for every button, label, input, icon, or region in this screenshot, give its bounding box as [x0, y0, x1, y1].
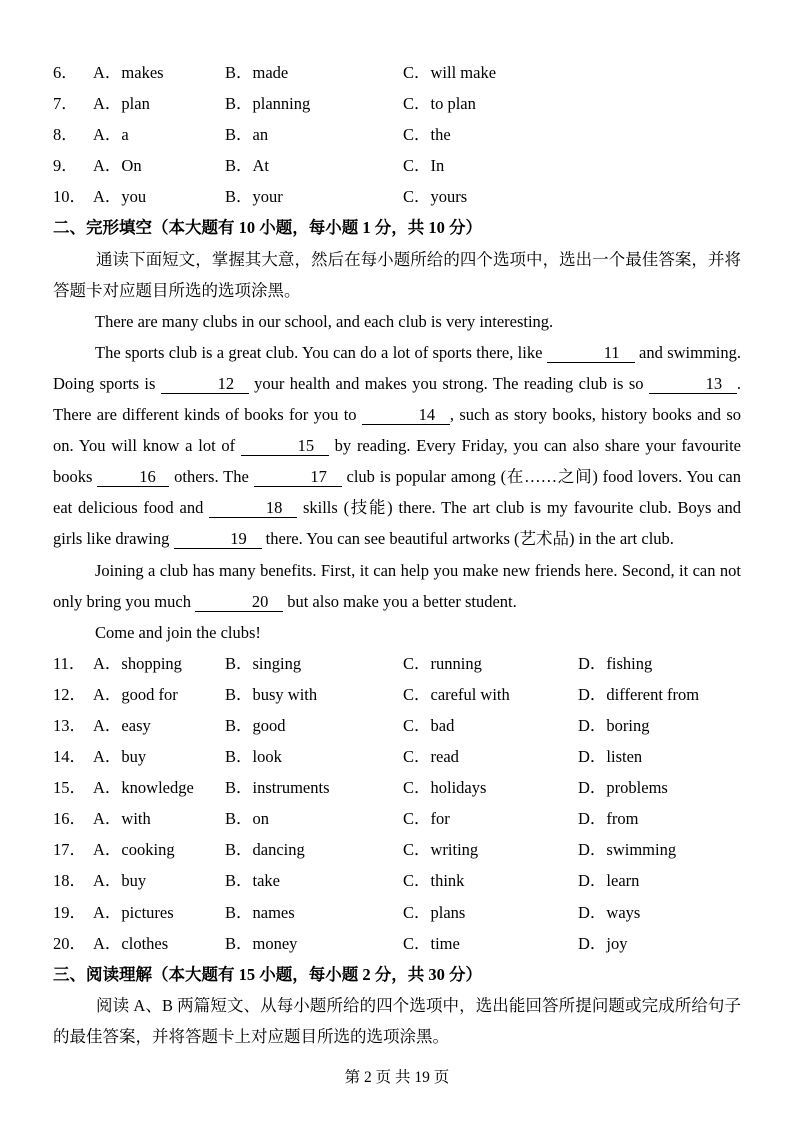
question-option: 17． A．cooking: [53, 834, 225, 865]
question-option: 19． A．pictures: [53, 897, 225, 928]
cloze-blank-15: 15: [241, 436, 329, 456]
question-option: B．good: [225, 715, 286, 735]
question-number: 13．: [53, 715, 86, 735]
question-option: B．planning: [225, 94, 311, 114]
question-option: 8． A．a: [53, 119, 225, 150]
cloze-passage: [53, 306, 741, 648]
question-option: 18． A．buy: [53, 865, 225, 896]
question-row: [53, 119, 741, 150]
question-option: 13． A．easy: [53, 710, 225, 741]
cloze-blank-19: 19: [174, 529, 262, 549]
question-option: D．problems: [578, 778, 668, 798]
cloze-blank-14: 14: [362, 405, 450, 425]
question-option: B．busy with: [225, 684, 318, 704]
question-number: 8．: [53, 125, 78, 145]
question-number: 18．: [53, 871, 86, 891]
cloze-blank-17: 17: [254, 467, 342, 487]
question-option: C．time: [403, 933, 460, 953]
question-number: 9．: [53, 156, 78, 176]
question-option: 20． A．clothes: [53, 928, 225, 959]
question-option: C．bad: [403, 715, 455, 735]
question-option: 7． A．plan: [53, 88, 225, 119]
passage-paragraph: Come and join the clubs!: [95, 622, 261, 642]
question-row: [53, 928, 741, 959]
section3-instruction: 阅读 A、B 两篇短文、从每小题所给的四个选项中，选出能回答所提问题或完成所给句子的最佳答案，并将答题卡上对应题目所选的选项涂黑。: [53, 995, 741, 1046]
question-row: [53, 865, 741, 896]
question-option: D．fishing: [578, 653, 653, 673]
question-number: 11．: [53, 653, 86, 673]
question-option: B．made: [225, 63, 289, 82]
question-option: D．ways: [578, 902, 641, 922]
questions-6-10: [53, 57, 741, 212]
question-number: 20．: [53, 933, 86, 953]
question-option: C．think: [403, 871, 465, 891]
question-option: C．read: [403, 747, 459, 767]
question-option: C．yours: [403, 187, 468, 207]
question-number: 17．: [53, 840, 86, 860]
question-option: 9． A．On: [53, 150, 225, 181]
question-row: [53, 679, 741, 710]
question-option: C．plans: [403, 902, 466, 922]
passage-paragraph: There are many clubs in our school, and each club is very interesting.: [95, 311, 554, 331]
cloze-blank-16: 16: [97, 467, 169, 487]
question-number: 16．: [53, 809, 86, 829]
question-option: B．names: [225, 902, 295, 922]
question-option: 12． A．good for: [53, 679, 225, 710]
question-option: B．look: [225, 747, 282, 767]
cloze-blank-11: 11: [547, 343, 635, 363]
question-option: D．listen: [578, 747, 643, 767]
question-option: 15． A．knowledge: [53, 772, 225, 803]
question-option: B．dancing: [225, 840, 305, 860]
question-row: [53, 648, 741, 679]
question-option: C．the: [403, 125, 451, 145]
question-option: 14． A．buy: [53, 741, 225, 772]
question-option: B．take: [225, 871, 280, 891]
question-option: C．to plan: [403, 94, 476, 114]
question-option: B．an: [225, 125, 269, 145]
question-row: [53, 57, 741, 88]
question-number: 12．: [53, 684, 86, 704]
question-row: [53, 834, 741, 865]
section3-heading: 三、阅读理解（本大题有 15 小题，每小题 2 分，共 30 分）: [53, 964, 482, 984]
questions-11-20: [53, 648, 741, 959]
question-option: D．learn: [578, 871, 640, 891]
question-number: 14．: [53, 747, 86, 767]
question-option: D．swimming: [578, 840, 677, 860]
question-number: 7．: [53, 94, 78, 114]
question-option: 16． A．with: [53, 803, 225, 834]
section2-instruction: 通读下面短文，掌握其大意，然后在每小题所给的四个选项中，选出一个最佳答案，并将答题卡对应题目所选的选项涂黑。: [53, 249, 741, 300]
passage-paragraph: Joining a club has many benefits. First, it can help you make new friends here. Second, it can not only bring you much 20 but also make you a better student.: [53, 560, 741, 611]
question-row: [53, 741, 741, 772]
cloze-blank-18: 18: [209, 498, 297, 518]
question-option: B．singing: [225, 653, 302, 673]
question-option: B．At: [225, 156, 270, 176]
question-option: C．running: [403, 653, 482, 673]
question-number: 15．: [53, 778, 86, 798]
question-option: D．joy: [578, 933, 628, 953]
passage-paragraph: The sports club is a great club. You can do a lot of sports there, like 11 and swimming. Doing sports is 12 your health and makes you strong. The reading club is so 13 . There are different kinds of books for you to 14 , such as story books, history books and so on. You will know a lot of 15 by reading. Every Friday, you can also share your favourite books 16 others. The 17 club is popular among (在……之间) food lovers. You can eat delicious food and 18 skills (技能) there. The art club is my favourite club. Boys and girls like drawing 19 there. You can see beautiful artworks (艺术品) in the art club.: [53, 342, 742, 549]
question-option: C．writing: [403, 840, 479, 860]
question-option: C．In: [403, 156, 445, 176]
question-number: 19．: [53, 902, 86, 922]
question-option: 10． A．you: [53, 181, 225, 212]
question-option: B．your: [225, 187, 283, 207]
question-row: [53, 897, 741, 928]
question-option: C．will make: [403, 63, 497, 82]
question-option: D．boring: [578, 715, 650, 735]
question-option: B．on: [225, 809, 270, 829]
question-row: [53, 181, 741, 212]
question-option: C．for: [403, 809, 450, 829]
question-row: [53, 803, 741, 834]
question-option: D．different from: [578, 684, 700, 704]
cloze-blank-12: 12: [161, 374, 249, 394]
page-footer: 第 2 页 共 19 页: [344, 1069, 450, 1086]
question-row: [53, 772, 741, 803]
cloze-blank-13: 13: [649, 374, 737, 394]
question-row: [53, 710, 741, 741]
question-option: B．instruments: [225, 778, 330, 798]
question-option: 11． A．shopping: [53, 648, 225, 679]
question-number: 10．: [53, 187, 86, 207]
question-number: 6．: [53, 63, 78, 82]
question-option: D．from: [578, 809, 639, 829]
question-option: C．holidays: [403, 778, 487, 798]
question-row: [53, 88, 741, 119]
question-row: [53, 150, 741, 181]
question-option: 6． A．makes: [53, 57, 225, 88]
section2-heading: 二、完形填空（本大题有 10 小题，每小题 1 分，共 10 分）: [53, 218, 482, 238]
cloze-blank-20: 20: [195, 592, 283, 612]
question-option: C．careful with: [403, 684, 510, 704]
question-option: B．money: [225, 933, 298, 953]
